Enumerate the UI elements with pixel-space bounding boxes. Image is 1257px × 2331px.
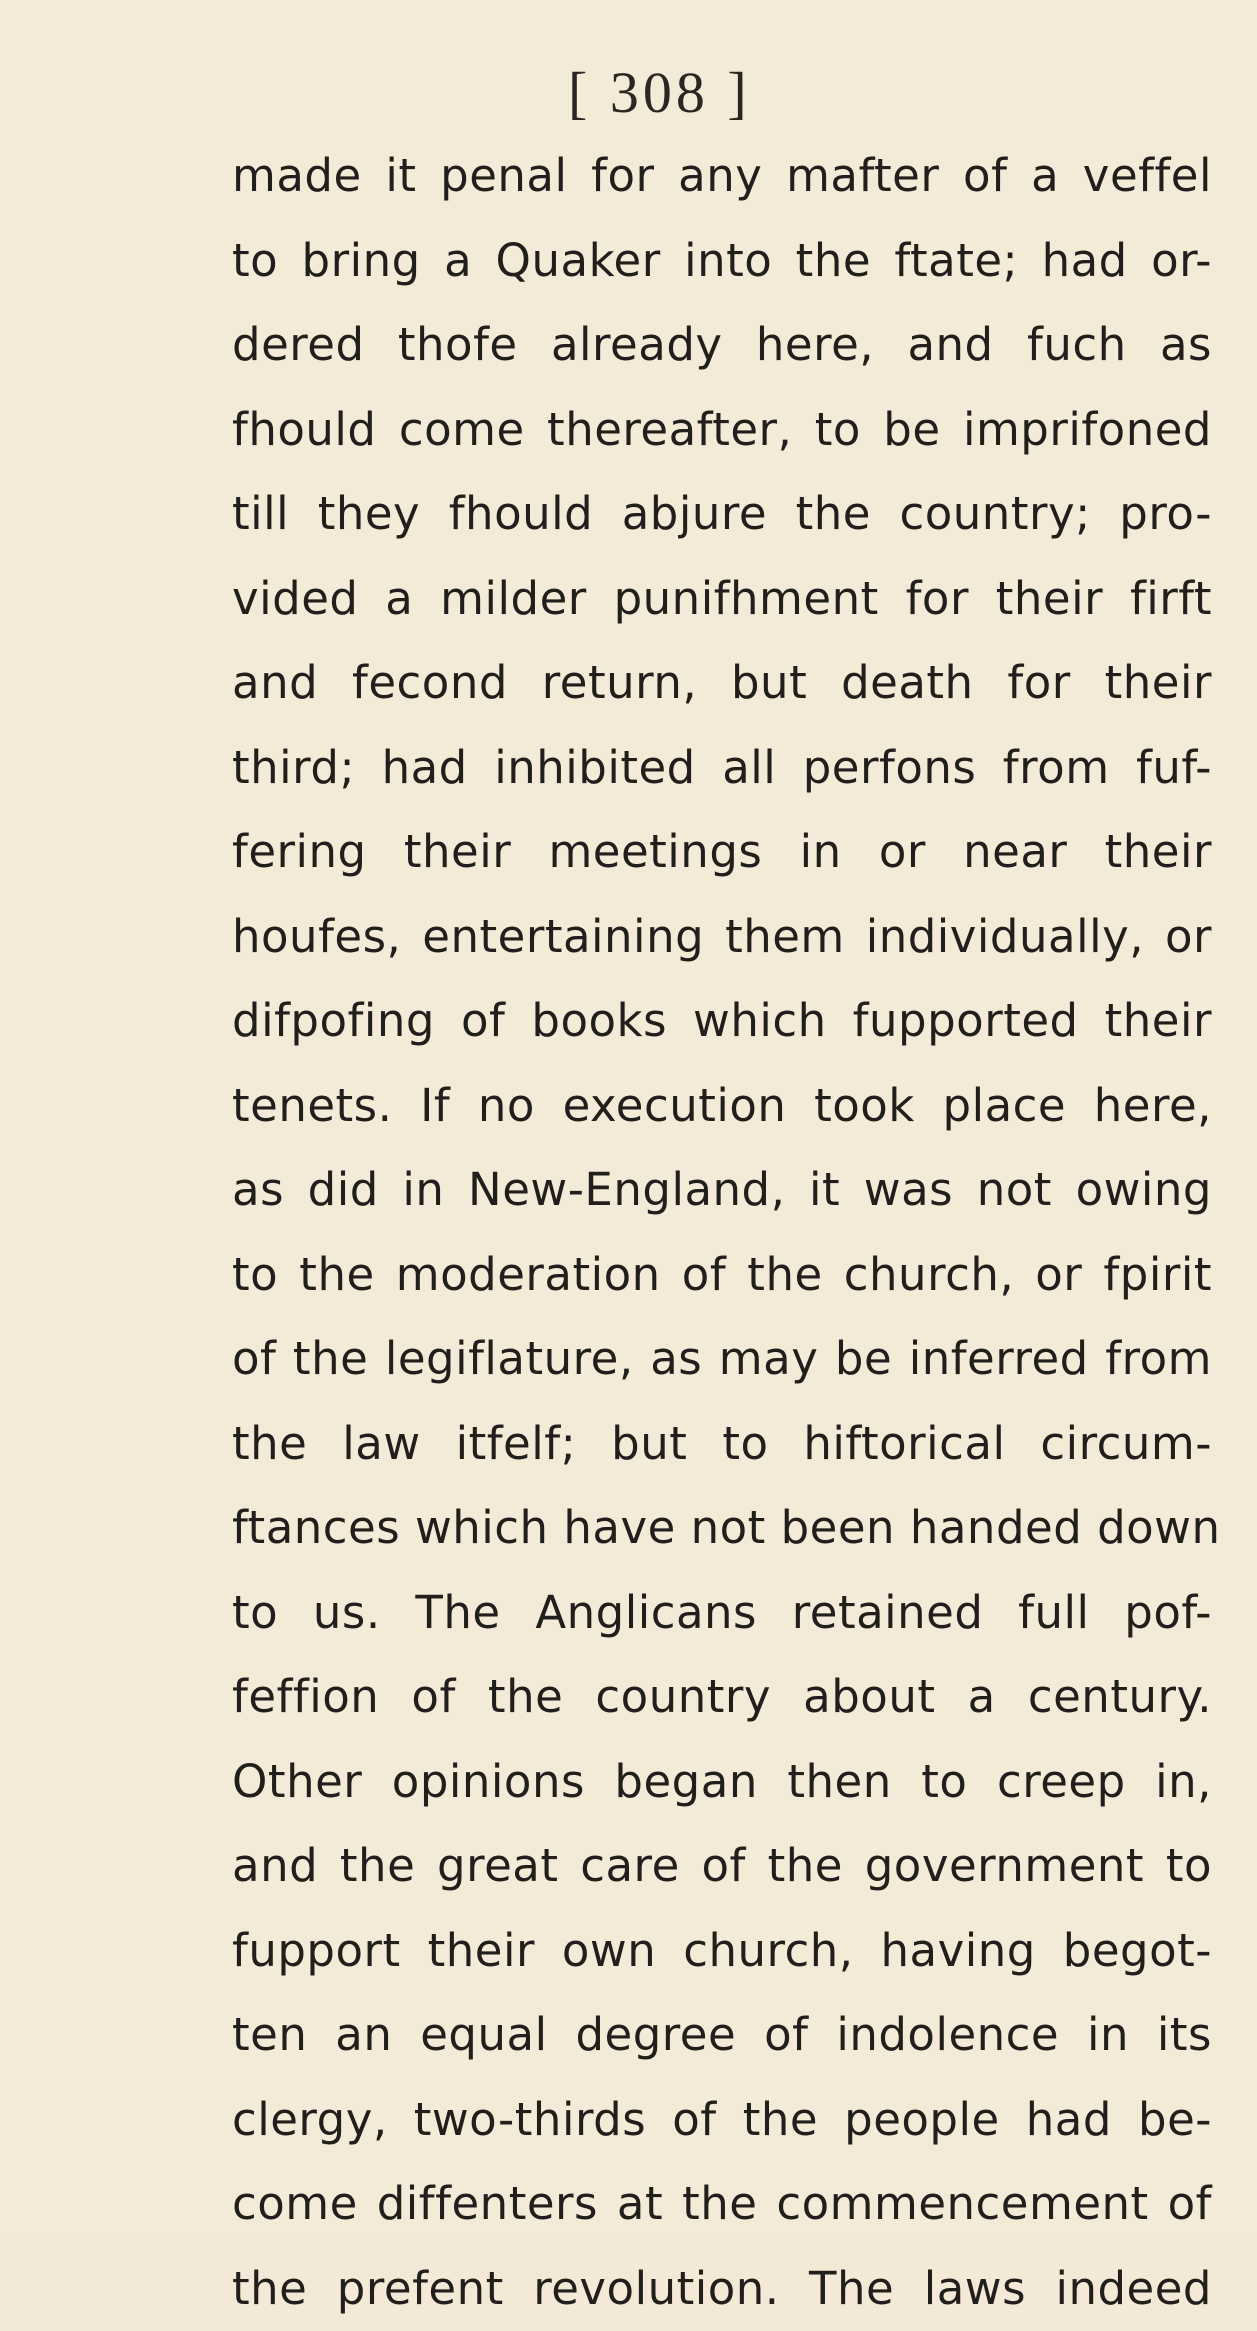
- text-line: third; had inhibited all perfons from fuf-: [232, 726, 1212, 811]
- text-line: fering their meetings in or near their: [232, 810, 1212, 895]
- text-line: to us. The Anglicans retained full pof-: [232, 1571, 1212, 1656]
- text-line: as did in New-England, it was not owing: [232, 1148, 1212, 1233]
- text-line: and the great care of the government to: [232, 1824, 1212, 1909]
- text-line: till they fhould abjure the country; pro-: [232, 472, 1212, 557]
- text-line: ftances which have not been handed down: [232, 1486, 1212, 1571]
- text-line: feffion of the country about a century.: [232, 1655, 1212, 1740]
- page-number-header: [ 308 ]: [568, 58, 868, 128]
- text-line: the prefent revolution. The laws indeed: [232, 2247, 1212, 2331]
- text-line: the law itfelf; but to hiftorical circum-: [232, 1402, 1212, 1487]
- text-line: come diffenters at the commencement of: [232, 2162, 1212, 2247]
- text-line: and fecond return, but death for their: [232, 641, 1212, 726]
- text-line: of the legiflature, as may be inferred from: [232, 1317, 1212, 1402]
- text-line: dered thofe already here, and fuch as: [232, 303, 1212, 388]
- text-line: to bring a Quaker into the ftate; had or-: [232, 219, 1212, 304]
- text-line: clergy, two-thirds of the people had be-: [232, 2078, 1212, 2163]
- text-line: ten an equal degree of indolence in its: [232, 1993, 1212, 2078]
- text-line: made it penal for any mafter of a veffel: [232, 134, 1212, 219]
- text-line: houfes, entertaining them individually, or: [232, 895, 1212, 980]
- text-line: fupport their own church, having begot-: [232, 1909, 1212, 1994]
- text-line: tenets. If no execution took place here,: [232, 1064, 1212, 1149]
- text-line: vided a milder punifhment for their firft: [232, 557, 1212, 642]
- text-line: fhould come thereafter, to be imprifoned: [232, 388, 1212, 473]
- text-line: difpofing of books which fupported their: [232, 979, 1212, 1064]
- text-line: Other opinions began then to creep in,: [232, 1740, 1212, 1825]
- text-line: to the moderation of the church, or fpirit: [232, 1233, 1212, 1318]
- body-text: [232, 134, 1212, 2331]
